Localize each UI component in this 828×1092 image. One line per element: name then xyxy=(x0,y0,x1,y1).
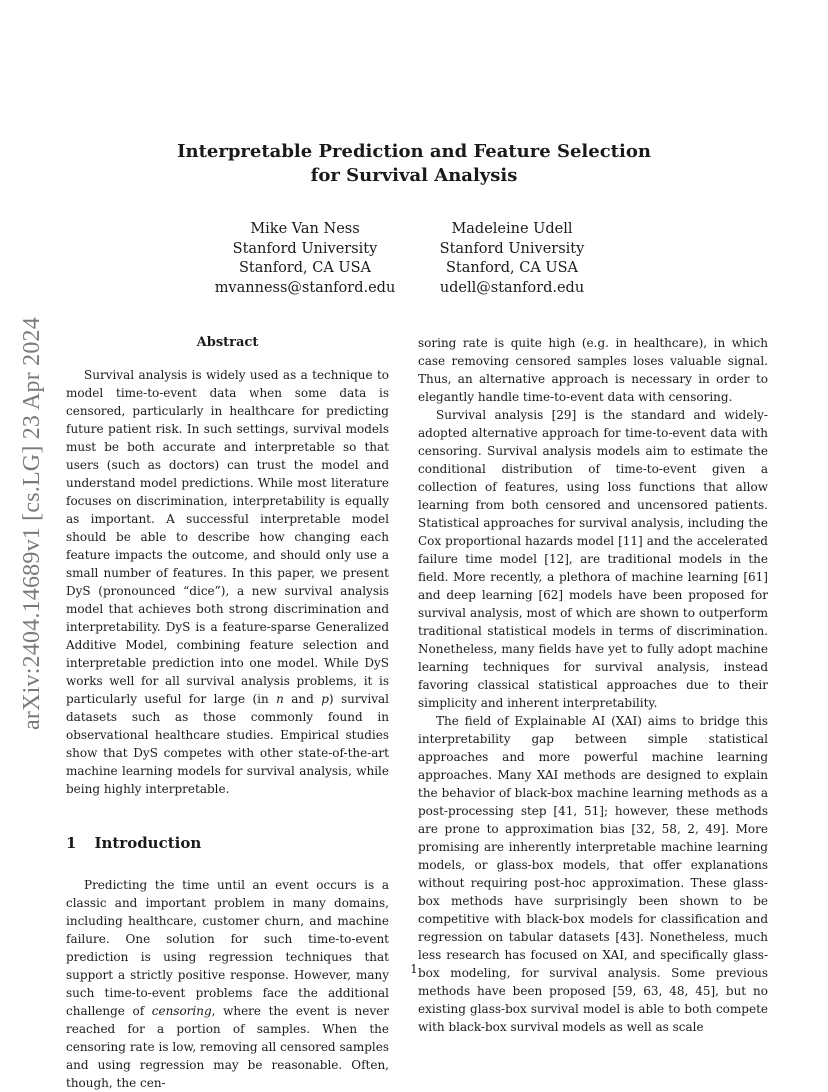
section-heading-introduction xyxy=(66,834,389,852)
abstract-text xyxy=(66,366,389,798)
author-1 xyxy=(205,220,405,298)
intro-emphasis-censoring: censoring xyxy=(151,1004,212,1018)
intro-paragraph-3: The field of Explainable AI (XAI) aims to bridge this interpretability gap between simple statistical approaches and more powerful machine learning approaches. Many XAI methods are designed to explain the behavior of black-box machine learning methods as a post-processing step [41, 51]; however, these methods are prone to approximation bias [32, 58, 2, 49]. More promising are inherently interpretable machine learning models, or glass-box models, that offer explanations without requiring post-hoc approximation. These glass-box methods have surprisingly been shown to be competitive with black-box models for classification and regression on tabular datasets [43]. Nonetheless, much less research has focused on XAI, and specifically glass-box modeling, for survival analysis. Some previous methods have been proposed [59, 63, 48, 45], but no existing glass-box survival model is able to both compete with black-box survival models as well as scale xyxy=(418,714,768,1034)
author-location: Stanford, CA USA xyxy=(445,260,579,276)
paper-title-line-1: Interpretable Prediction and Feature Selection xyxy=(177,141,651,162)
abstract-heading: Abstract xyxy=(196,335,259,350)
right-column xyxy=(418,334,768,1036)
arxiv-identifier-stamp xyxy=(12,288,52,758)
paper-title-line-2: for Survival Analysis xyxy=(310,165,518,186)
paper-title xyxy=(100,140,728,188)
intro-paragraph-1 xyxy=(66,876,389,1092)
intro-paragraph-2: Survival analysis [29] is the standard and widely-adopted alternative approach for time-to-event data with censoring. Survival analysis models aim to estimate the conditional distribution of time-to-event given a collection of features, using loss functions that allow learning from both censored and uncensored patients. Statistical approaches for survival analysis, including the Cox proportional hazards model [11] and the accelerated failure time model [12], are traditional models in the field. More recently, a plethora of machine learning [61] and deep learning [62] models have been proposed for survival analysis, most of which are shown to outperform traditional statistical models in terms of discrimination. Nonetheless, many fields have yet to fully adopt machine learning techniques for survival analysis, instead favoring classical statistical approaches due to their simplicity and inherent interpretability. xyxy=(418,408,768,710)
abstract-text-part: and xyxy=(283,692,322,706)
abstract-variable-n: n xyxy=(276,692,284,706)
author-email: mvanness@stanford.edu xyxy=(214,279,396,296)
page-number: 1 xyxy=(410,962,418,976)
author-affiliation: Stanford University xyxy=(439,240,585,257)
author-affiliation: Stanford University xyxy=(232,240,378,257)
author-2 xyxy=(412,220,612,298)
section-number: 1 xyxy=(66,834,77,852)
author-name: Madeleine Udell xyxy=(451,221,573,237)
intro-text-part: Predicting the time until an event occurs is a classic and important problem in many domains, including healthcare, customer churn, and machine failure. One solution for such time-to-event prediction is using regression techniques that support a strictly positive response. However, many such time-to-event problems face the additional challenge of xyxy=(66,878,389,1018)
intro-paragraph-1-continued: soring rate is quite high (e.g. in healthcare), in which case removing censored samples loses valuable signal. Thus, an alternative approach is necessary in order to elegantly handle time-to-event data with censoring. xyxy=(418,336,768,404)
abstract-text-part: Survival analysis is widely used as a technique to model time-to-event data when some data is censored, particularly in healthcare for predicting future patient risk. In such settings, survival models must be both accurate and interpretable so that users (such as doctors) can trust the model and understand model predictions. While most literature focuses on discrimination, interpretability is equally as important. A successful interpretable model should be able to describe how changing each feature impacts the outcome, and should only use a small number of features. In this paper, we present DyS (pronounced “dice”), a new survival analysis model that achieves both strong discrimination and interpretability. DyS is a feature-sparse Generalized Additive Model, combining feature selection and interpretable prediction into one model. While DyS works well for all survival analysis problems, it is particularly useful for large (in xyxy=(66,368,389,706)
author-location: Stanford, CA USA xyxy=(238,260,372,276)
author-name: Mike Van Ness xyxy=(250,221,360,237)
abstract-text-part: ) survival datasets such as those commonly found in observational healthcare studies. Empirical studies show that DyS competes with other state-of-the-art machine learning models for survival analysis, while being highly interpretable. xyxy=(66,692,389,796)
abstract-variable-p: p xyxy=(321,692,329,706)
left-column xyxy=(66,330,389,1092)
section-title: Introduction xyxy=(94,834,202,852)
author-email: udell@stanford.edu xyxy=(439,279,585,296)
arxiv-identifier-text: arXiv:2404.14689v1 [cs.LG] 23 Apr 2024 xyxy=(18,316,45,730)
intro-text-part: , where the event is never reached for a portion of samples. When the censoring rate is low, removing all censored samples and using regression may be reasonable. Often, though, the cen- xyxy=(66,1004,389,1090)
